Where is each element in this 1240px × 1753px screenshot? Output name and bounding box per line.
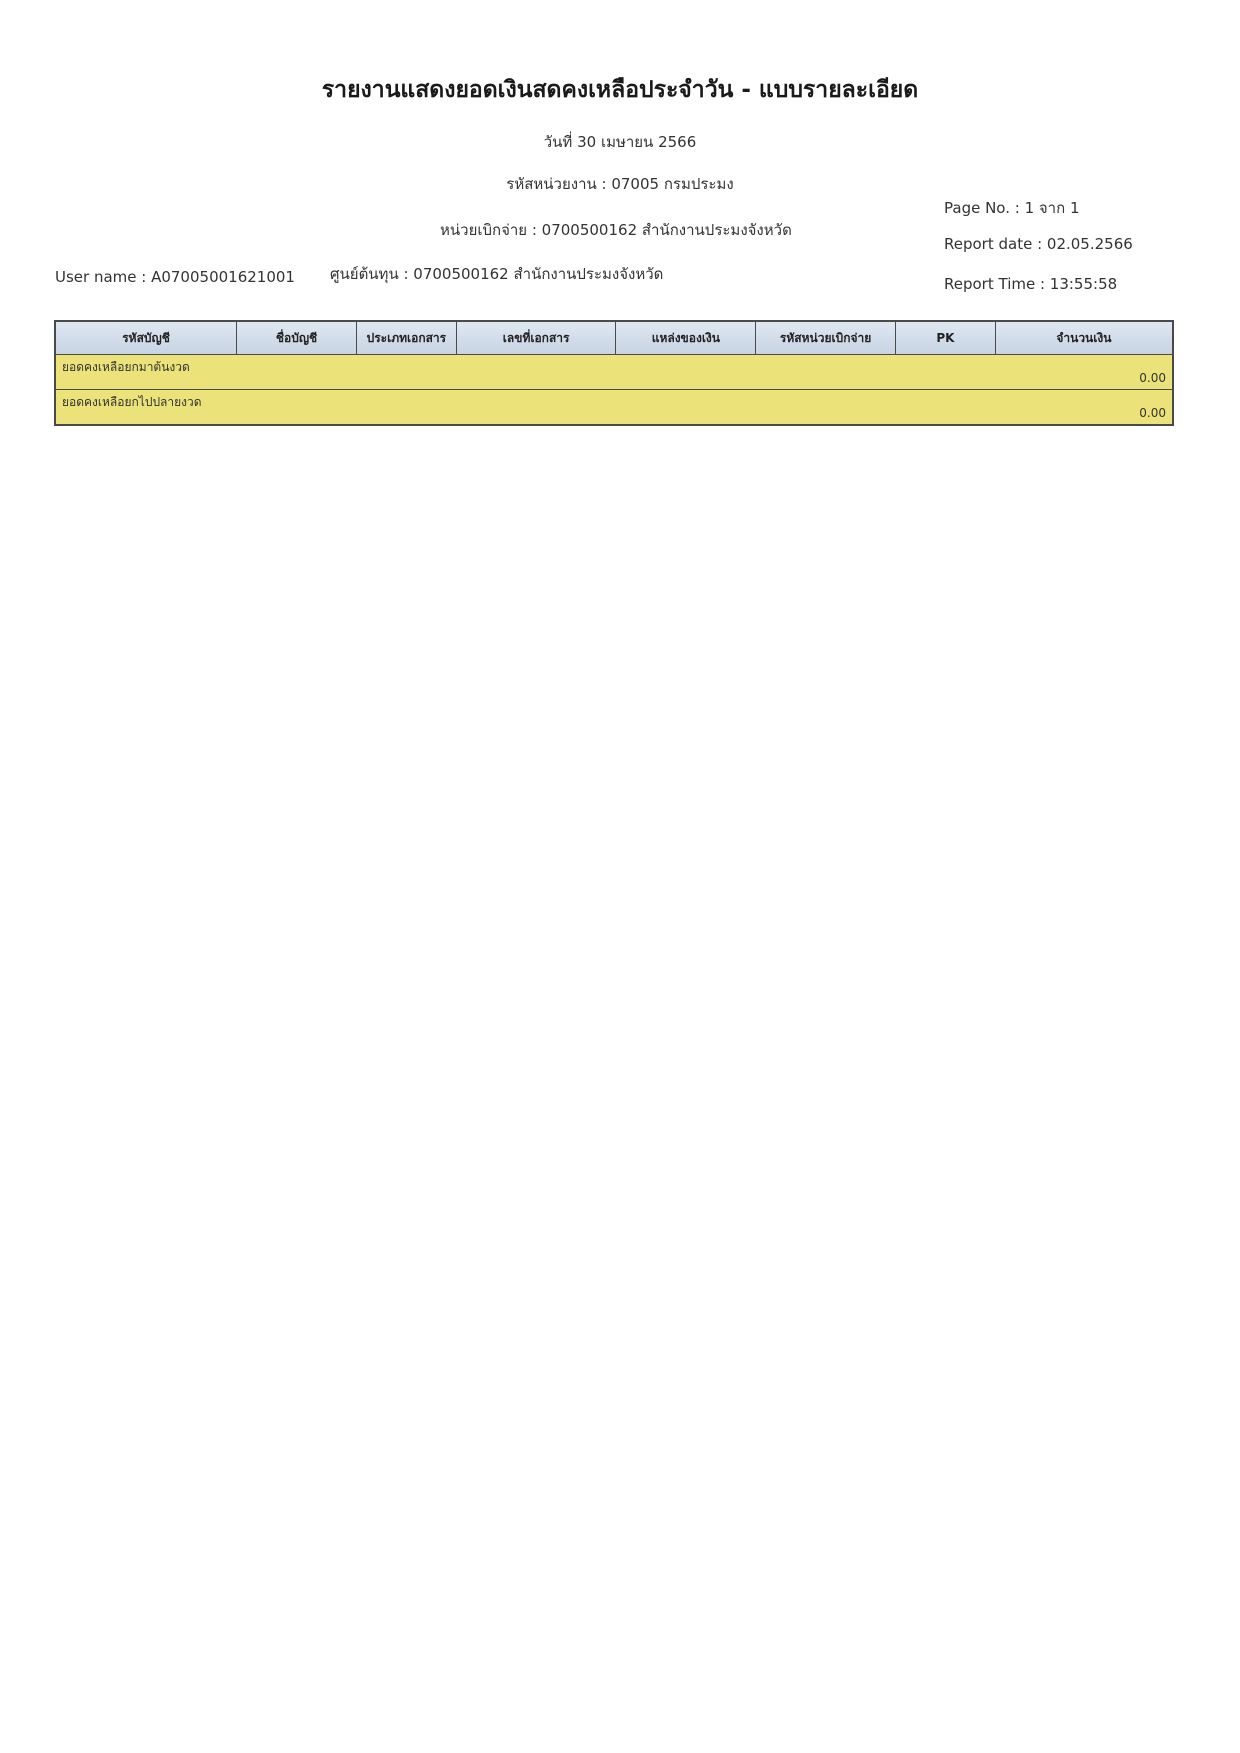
column-header-document-number: เลขที่เอกสาร: [456, 321, 616, 355]
report-period-date: วันที่ 30 เมษายน 2566: [543, 133, 697, 151]
report-title: รายงานแสดงยอดเงินสดคงเหลือประจำวัน - แบบรายละเอียด: [321, 77, 919, 103]
column-header-fund-source: แหล่งของเงิน: [616, 321, 756, 355]
opening-balance-amount: 0.00: [1139, 371, 1166, 385]
closing-balance-label: ยอดคงเหลือยกไปปลายงวด: [62, 395, 202, 409]
opening-balance-label: ยอดคงเหลือยกมาต้นงวด: [62, 360, 190, 374]
report-date: Report date : 02.05.2566: [944, 235, 1133, 253]
user-name: User name : A07005001621001: [55, 268, 295, 286]
table-row: [55, 355, 1173, 390]
column-header-pk: PK: [895, 321, 995, 355]
table-header-row: [55, 321, 1173, 355]
column-header-amount: จำนวนเงิน: [995, 321, 1173, 355]
column-header-account-name: ชื่อบัญชี: [237, 321, 357, 355]
column-header-document-type: ประเภทเอกสาร: [356, 321, 456, 355]
column-header-account-code: รหัสบัญชี: [55, 321, 237, 355]
agency-code: รหัสหน่วยงาน : 07005 กรมประมง: [506, 175, 734, 193]
cash-balance-table: [54, 320, 1174, 426]
disbursement-unit: หน่วยเบิกจ่าย : 0700500162 สำนักงานประมงจังหวัด: [440, 221, 792, 239]
cost-center: ศูนย์ต้นทุน : 0700500162 สำนักงานประมงจังหวัด: [330, 265, 664, 283]
closing-balance-amount: 0.00: [1139, 406, 1166, 420]
table-row: [55, 390, 1173, 426]
closing-balance-cell: [55, 390, 1173, 426]
opening-balance-cell: [55, 355, 1173, 390]
page-number: Page No. : 1 จาก 1: [944, 199, 1080, 217]
column-header-disbursement-unit-code: รหัสหน่วยเบิกจ่าย: [756, 321, 896, 355]
report-time: Report Time : 13:55:58: [944, 275, 1118, 293]
